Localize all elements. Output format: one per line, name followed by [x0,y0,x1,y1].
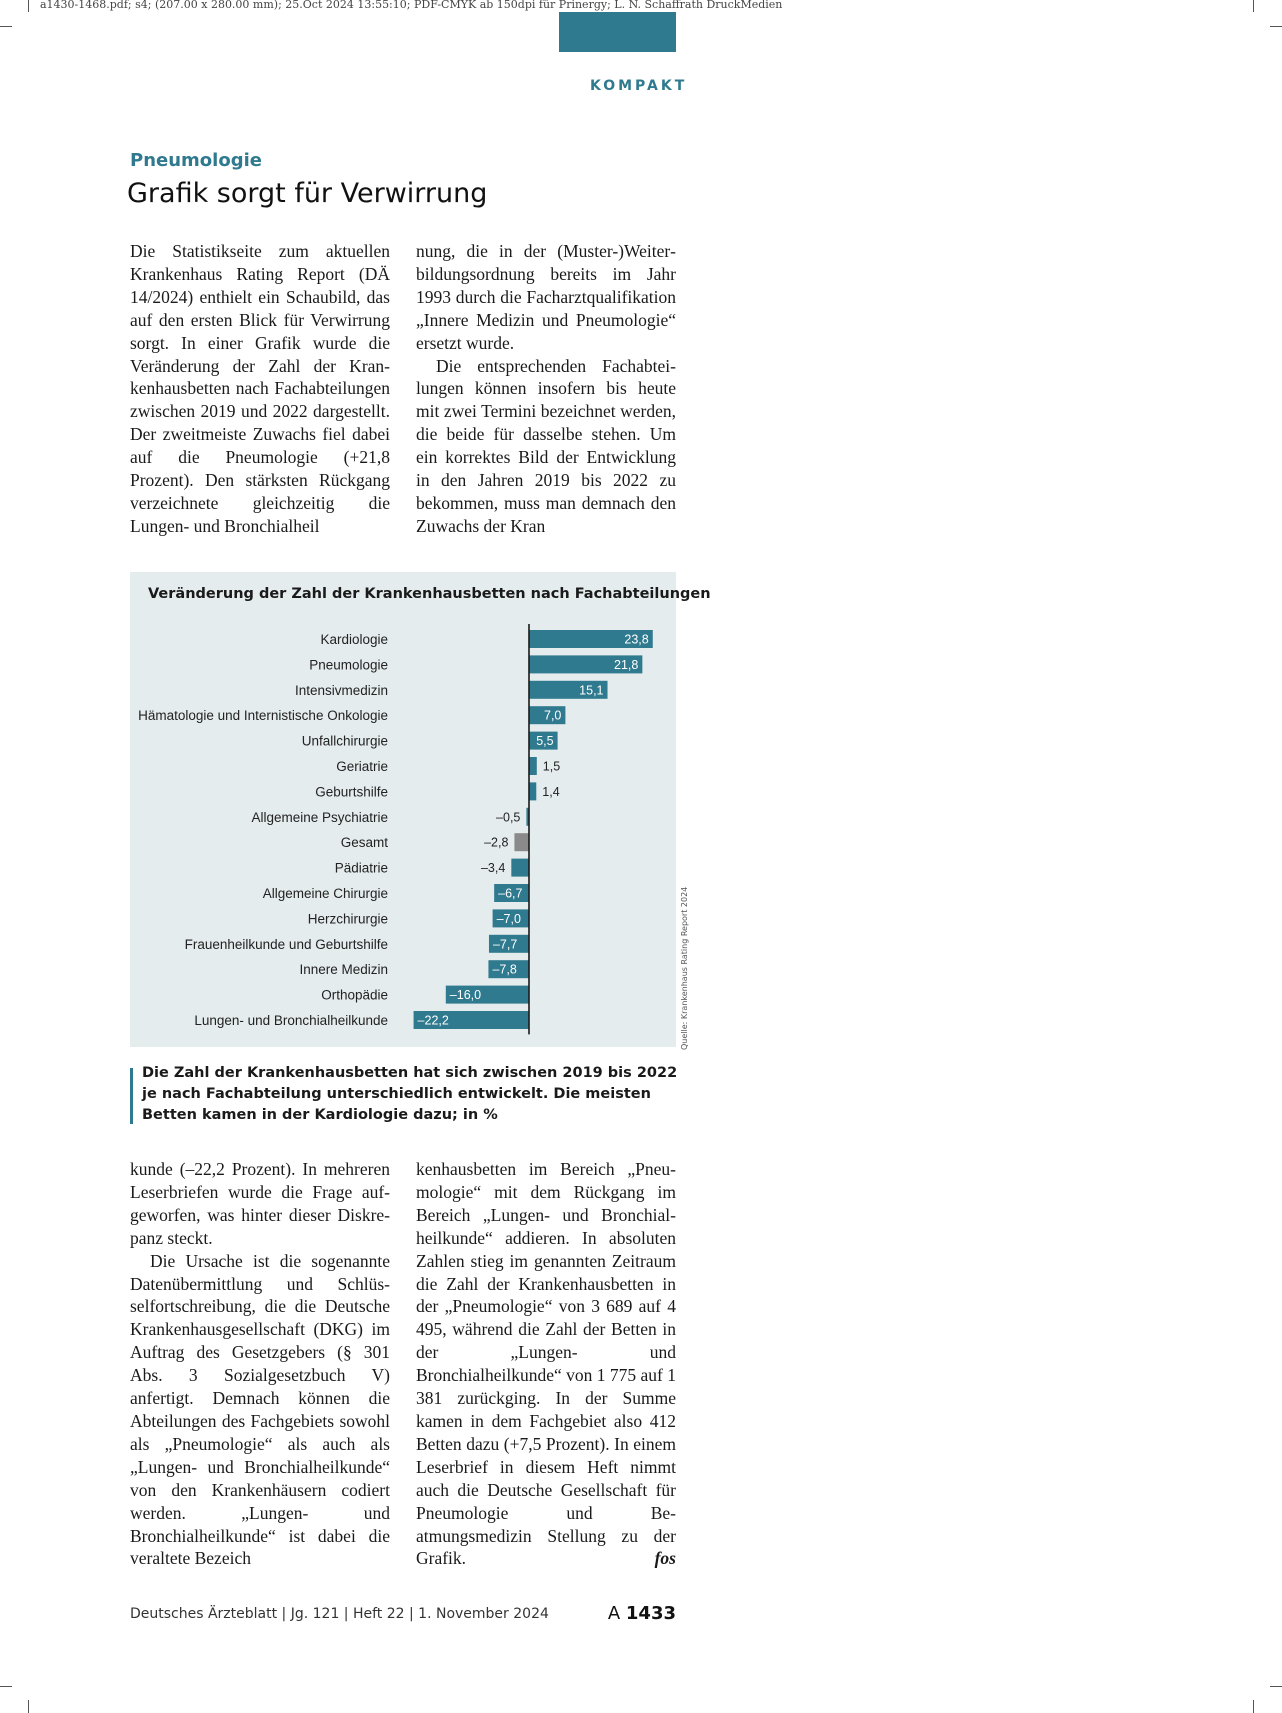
category-label: Geburtshilfe [315,784,388,800]
crop-mark [28,1700,29,1713]
body-column-top-right [416,240,676,538]
value-label: 5,5 [536,734,554,749]
category-label: Frauenheilkunde und Geburtshilfe [184,936,388,952]
value-label: –0,5 [496,810,521,825]
section-rubric: KOMPAKT [590,78,688,94]
article-kicker: Pneumologie [130,150,262,171]
paragraph: kunde (–22,2 Prozent). In mehreren Leserbriefen wurde die Frage aufgeworfen, was hinter dieser Diskrepanz steckt. [130,1159,390,1248]
category-label: Lungen- und Bronchialheilkunde [194,1013,388,1028]
bar [529,757,537,775]
body-column-top-left [130,240,390,538]
journal-footer: Deutsches Ärzteblatt | Jg. 121 | Heft 22 | 1. November 2024 [130,1606,549,1622]
category-label: Herzchirurgie [307,911,388,927]
paragraph-text: kenhausbetten im Bereich „Pneumologie“ mit dem Rückgang im Bereich „Lungen- und Bronchialheilkunde“ addieren. In absoluten Zahlen stieg im genannten Zeitraum die Zahl der Krankenhausbetten in der „Pneumologie“ von 3 689 auf 4 495, während die Zahl der Betten in der „Lungen- und Bronchialheilkunde“ von 1 775 auf 1 381 zurückging. In der Summe kamen in dem Fachgebiet also 412 Betten dazu (+7,5 Prozent). In einem Leserbrief in diesem Heft nimmt auch die Deutsche Gesellschaft für Pneumologie und Beatmungsmedizin Stellung zu der Grafik. [416,1159,677,1569]
crop-mark [1270,1686,1282,1687]
crop-mark [1253,1700,1254,1713]
paragraph: Die Ursache ist die sogenannte Datenübermittlung und Schlüsselfortschreibung, die die Deutsche Krankenhausgesellschaft (DKG) im Auftrag des Gesetzgebers (§ 301 Abs. 3 Sozialgesetzbuch V) anfertigt. Demnach können die Abteilungen des Fachgebiets sowohl als „Pneumologie“ als auch als „Lungen- und Bronchialheilkunde“ von den Krankenhäusern codiert werden. „Lungen- und Bronchialheilkunde“ ist dabei die veraltete Bezeich [130,1250,390,1569]
value-label: 21,8 [614,657,639,672]
value-label: –7,7 [492,937,518,952]
paragraph [416,1158,676,1570]
category-label: Gesamt [340,835,388,851]
category-label: Kardiologie [320,632,388,647]
article-headline: Grafik sorgt für Verwirrung [127,178,488,209]
value-label: –7,0 [496,911,521,926]
category-label: Hämatologie und Internistische Onkologie [138,708,388,724]
category-label: Geriatrie [336,759,388,774]
value-label: 1,4 [542,784,560,799]
bar [529,782,536,800]
figure-caption: Die Zahl der Krankenhausbetten hat sich zwischen 2019 bis 2022 je nach Fachabteilung unterschiedlich entwickelt. Die meisten Betten kamen in der Kardiologie dazu; in % [142,1065,678,1123]
category-label: Pädiatrie [334,860,388,876]
category-label: Intensivmedizin [294,682,388,698]
chart-title: Veränderung der Zahl der Krankenhausbetten nach Fachabteilungen [148,586,711,602]
body-column-bottom-left [130,1158,390,1570]
crop-mark [0,1686,12,1687]
category-label: Allgemeine Psychiatrie [251,809,388,825]
crop-mark [28,0,29,12]
paragraph: Die Statistikseite zum aktuellen Krankenhaus Rating Report (DÄ 14/2024) enthielt ein Schaubild, das auf den ersten Blick für Verwirrung sorgt. In einer Grafik wurde die Veränderung der Zahl der Krankenhausbetten nach Fachabteilungen zwischen 2019 und 2022 dargestellt. Der zweitmeiste Zuwachs fiel dabei auf die Pneumologie (+21,8 Prozent). Den stärksten Rückgang verzeichnete gleichzeitig die Lungen- und Bronchialheil [130,241,390,536]
value-label: –22,2 [417,1013,449,1028]
value-label: 7,0 [544,708,562,723]
page-prefix: A [607,1603,621,1624]
author-byline: fos [654,1548,676,1569]
value-label: –7,8 [492,962,517,977]
value-label: 23,8 [624,632,649,647]
value-label: 15,1 [579,683,604,698]
value-label: –2,8 [484,835,509,850]
page-number [560,1603,676,1624]
category-label: Pneumologie [309,657,388,673]
paragraph: Die entsprechenden Fachabteilungen können insofern bis heute mit zwei Termini bezeichnet werden, die beide für dasselbe stehen. Um ein korrektes Bild der Entwicklung in den Jahren 2019 bis 2022 zu bekommen, muss man demnach den Zuwachs der Kran [416,355,676,536]
value-label: –3,4 [480,861,506,876]
value-label: 1,5 [542,759,561,774]
crop-mark [1270,26,1282,27]
category-label: Innere Medizin [299,962,388,978]
bar [514,833,529,851]
value-label: –6,7 [498,886,523,901]
category-label: Allgemeine Chirurgie [262,886,388,901]
print-slug: a1430-1468.pdf; s4; (207.00 x 280.00 mm); 25.Oct 2024 13:55:10; PDF-CMYK ab 150dpi für Prinergy; L. N. Schaffrath DruckMedien [40,0,783,11]
caption-bar [130,1068,133,1124]
paragraph: nung, die in der (Muster-)Weiterbildungsordnung bereits im Jahr 1993 durch die Facharztqualifikation „Innere Medizin und Pneumologie“ ersetzt wurde. [416,241,676,353]
value-label: –16,0 [449,988,482,1003]
crop-mark [0,26,12,27]
bar-chart [130,620,676,1040]
bar [511,859,529,877]
category-label: Orthopädie [321,987,388,1003]
page-number-value: 1433 [625,1603,676,1624]
body-column-bottom-right [416,1158,676,1570]
category-label: Unfallchirurgie [301,733,388,749]
chart-source: Quelle: Krankenhaus Rating Report 2024 [680,886,689,1050]
section-tab [559,12,676,52]
crop-mark [1253,0,1254,12]
